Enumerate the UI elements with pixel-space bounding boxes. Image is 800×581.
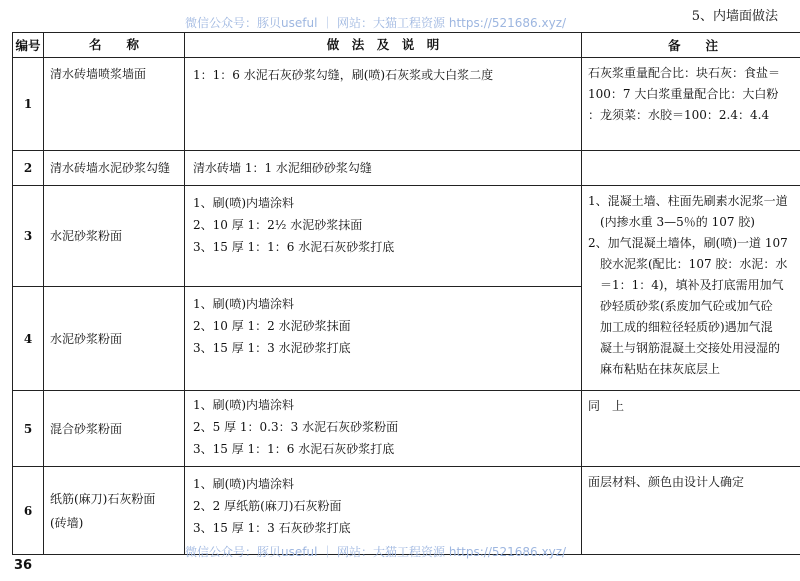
wall-finish-table [12,32,800,555]
row-name: 纸筋(麻刀)石灰粉面 (砖墙) [44,467,185,555]
row-number: 3 [13,186,44,287]
row-note [582,151,800,186]
row-method: 1、刷(喷)内墙涂料 2、10 厚 1：2½ 水泥砂浆抹面 3、15 厚 1：1：6 水泥石灰砂浆打底 [185,186,582,287]
table-row [13,467,800,555]
section-title: 5、内墙面做法 [691,9,778,24]
row-number: 5 [13,391,44,467]
row-method: 1、刷(喷)内墙涂料 2、2 厚纸筋(麻刀)石灰粉面 3、15 厚 1：3 石灰砂浆打底 [185,467,582,555]
row-note: 同 上 [582,391,800,467]
row-method: 1：1：6 水泥石灰砂浆勾缝，刷(喷)石灰浆或大白浆二度 [185,58,582,151]
table-row [13,58,800,151]
row-number: 6 [13,467,44,555]
table-header-row [13,33,800,58]
col-header-note: 备 注 [582,33,800,58]
row-name: 混合砂浆粉面 [44,391,185,467]
row-note: 1、混凝土墙、柱面先刷素水泥浆一道 (内掺水重 3—5％的 107 胶) 2、加气混凝土墙体，刷(喷)一道 107 胶水泥浆(配比：107 胶：水泥：水 ＝1：1：4)，填补及打底需用加气 砂轻质砂浆(系废加气砼或加气砼 加工成的细粒径轻质砂)遇加气混 凝土与钢筋混凝土交接处用浸湿的 麻布粘贴在抹灰底层上 [582,186,800,391]
watermark-bottom: 微信公众号：豚贝useful ｜ 网站：大猫工程资源 https://521686.xyz/ [185,545,567,559]
row-method: 清水砖墙 1：1 水泥细砂砂浆勾缝 [185,151,582,186]
row-number: 4 [13,287,44,391]
row-note: 面层材料、颜色由设计人确定 [582,467,800,555]
watermark-top: 微信公众号：豚贝useful ｜ 网站：大猫工程资源 https://521686.xyz/ [185,16,567,30]
row-method: 1、刷(喷)内墙涂料 2、5 厚 1：0.3：3 水泥石灰砂浆粉面 3、15 厚 1：1：6 水泥石灰砂浆打底 [185,391,582,467]
row-name: 水泥砂浆粉面 [44,287,185,391]
row-name: 清水砖墙水泥砂浆勾缝 [44,151,185,186]
col-header-name: 名 称 [44,33,185,58]
row-name: 清水砖墙喷浆墙面 [44,58,185,151]
row-method: 1、刷(喷)内墙涂料 2、10 厚 1：2 水泥砂浆抹面 3、15 厚 1：3 水泥砂浆打底 [185,287,582,391]
table-row [13,391,800,467]
row-name: 水泥砂浆粉面 [44,186,185,287]
col-header-no: 编号 [13,33,44,58]
row-number: 1 [13,58,44,151]
col-header-method: 做 法 及 说 明 [185,33,582,58]
row-note: 石灰浆重量配合比：块石灰：食盐＝ 100：7 大白浆重量配合比：大白粉 ：龙须菜：水胶＝100：2.4：4.4 [582,58,800,151]
page-number: 36 [14,558,33,573]
table-row [13,151,800,186]
table-row [13,186,800,287]
row-number: 2 [13,151,44,186]
